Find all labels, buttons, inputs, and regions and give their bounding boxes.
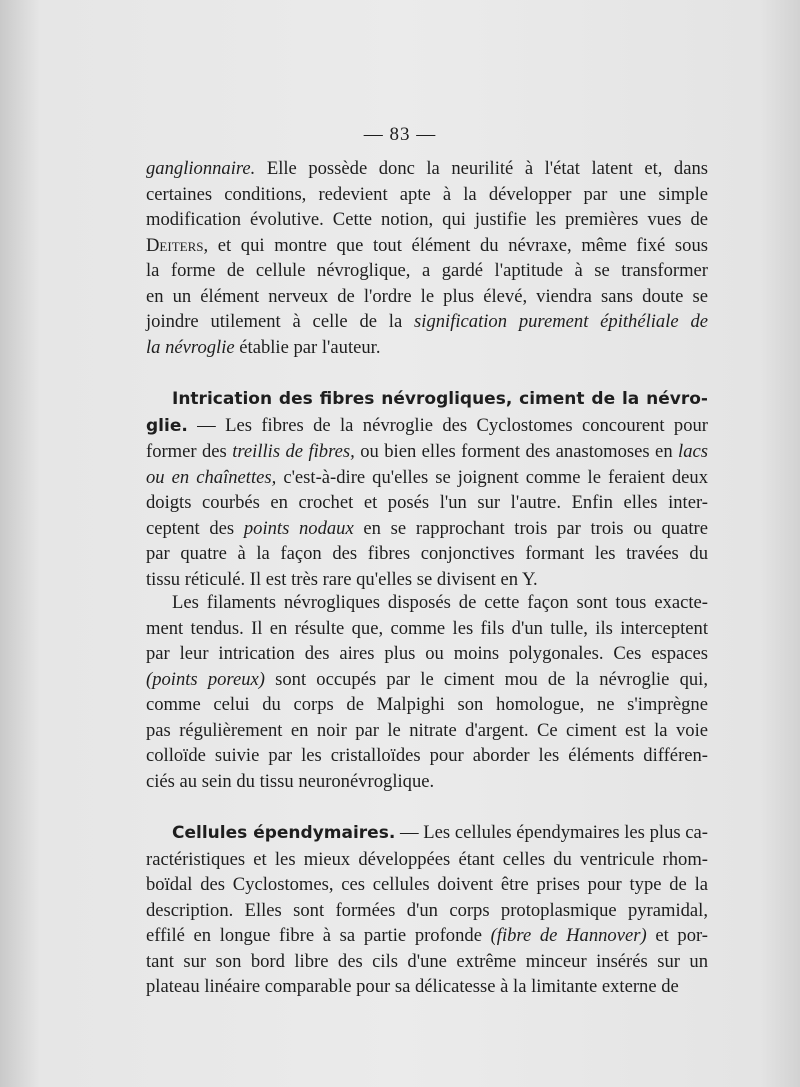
italic-term: points nodaux	[243, 517, 354, 539]
text-segment: Elle possède donc la neurilité à l'état latent et, dans	[255, 158, 708, 179]
text-line	[146, 923, 708, 949]
page-number: — 83 —	[363, 124, 437, 145]
text-line	[146, 667, 708, 693]
text-segment: c'est-à-dire qu'elles se joignent comme le feraient deux	[276, 466, 708, 488]
text-segment: modification évolutive. Cette notion, qui justifie les premières vues de	[146, 209, 708, 230]
text-segment: tant sur son bord libre des cils d'une extrême minceur insérés sur un	[146, 950, 708, 972]
text-segment: colloïde suivie par les cristalloïdes pour aborder les éléments différen-	[146, 745, 708, 766]
text-line	[146, 590, 708, 616]
italic-term: (points poreux)	[146, 668, 265, 690]
paragraph-cellules-ependymaires	[146, 820, 708, 1000]
text-segment: — Les cellules épendymaires les plus ca-	[395, 822, 708, 843]
text-segment: par quatre à la façon des fibres conjonctives formant les travées du	[146, 543, 708, 564]
italic-term: signification purement épithéliale de	[414, 311, 708, 332]
text-line	[146, 692, 708, 718]
text-segment: tissu réticulé. Il est très rare qu'elles se divisent en Y.	[146, 568, 538, 590]
text-segment: pas régulièrement en noir par le nitrate d'argent. Ce ciment est la voie	[146, 719, 708, 741]
text-segment: ou bien elles forment des anastomoses en	[354, 441, 679, 462]
text-segment: — Les fibres de la névroglie des Cyclostomes concourent pour	[187, 414, 708, 436]
text-segment: description. Elles sont formées d'un corps protoplasmique pyramidal,	[146, 899, 708, 921]
text-line	[146, 641, 708, 667]
text-line	[146, 258, 708, 284]
text-segment: effilé en longue fibre à sa partie profonde	[146, 925, 491, 946]
italic-term: la névroglie	[146, 336, 235, 358]
text-line	[146, 974, 708, 1000]
text-segment: boïdal des Cyclostomes, ces cellules doivent être prises pour type de la	[146, 874, 708, 895]
text-line	[146, 335, 708, 361]
text-line	[146, 413, 708, 440]
italic-term: lacs	[678, 441, 708, 462]
text-line	[146, 847, 708, 873]
text-segment: comme celui du corps de Malpighi son homologue, ne s'imprègne	[146, 694, 708, 715]
text-segment: plateau linéaire comparable pour sa délicatesse à la limitante externe de	[146, 976, 679, 997]
text-segment: Les filaments névrogliques disposés de cette façon sont tous exacte-	[172, 592, 708, 613]
italic-term: treillis de fibres,	[232, 441, 355, 462]
text-segment: ceptent des	[146, 517, 244, 539]
text-line	[146, 490, 708, 516]
text-segment: la forme de cellule névroglique, a gardé l'aptitude à se transformer	[146, 260, 708, 281]
text-segment: établie par l'auteur.	[234, 336, 381, 358]
text-segment: en se rapprochant trois par trois ou quatre	[353, 517, 708, 539]
author-name: Deiters	[146, 234, 204, 256]
text-segment: doigts courbés en crochet et posés l'un sur l'autre. Enfin elles inter-	[146, 492, 708, 513]
text-line	[146, 233, 708, 259]
text-line	[146, 182, 708, 208]
text-segment: former des	[146, 441, 233, 462]
text-line	[146, 743, 708, 769]
italic-term: (fibre de Hannover)	[490, 925, 647, 946]
text-segment: ment tendus. Il en résulte que, comme les fils d'un tulle, ils interceptent	[146, 617, 708, 639]
text-segment: joindre utilement à celle de la	[146, 311, 415, 332]
text-segment: certaines conditions, redevient apte à la développer par une simple	[146, 183, 708, 205]
section-heading: Intrication des fibres névrogliques, ciment de la névro-	[172, 389, 708, 409]
text-line	[146, 872, 708, 898]
text-segment: par leur intrication des aires plus ou moins polygonales. Ces espaces	[146, 643, 708, 664]
section-heading: glie.	[146, 415, 188, 436]
paragraph-intrication	[146, 386, 708, 592]
text-line	[146, 769, 708, 795]
text-line	[146, 718, 708, 744]
text-line	[146, 949, 708, 975]
italic-term: ganglionnaire.	[146, 158, 256, 179]
text-line	[146, 156, 708, 182]
italic-term: ou en chaînettes,	[146, 466, 277, 488]
text-line	[146, 567, 708, 593]
text-segment: sont occupés par le ciment mou de la névroglie qui,	[264, 668, 708, 690]
section-heading: Cellules épendymaires.	[172, 823, 396, 843]
text-line	[146, 898, 708, 924]
text-segment: , et qui montre que tout élément du névraxe, même fixé sous	[203, 234, 708, 256]
text-line	[146, 207, 708, 233]
text-segment: ractéristiques et les mieux développées étant celles du ventricule rhom-	[146, 848, 708, 870]
text-line	[146, 820, 708, 847]
text-line	[146, 541, 708, 567]
text-line	[146, 439, 708, 465]
text-line	[146, 309, 708, 335]
paragraph-filaments	[146, 590, 708, 794]
text-segment: et por-	[646, 925, 708, 946]
paragraph-neurilite	[146, 156, 708, 360]
text-line	[146, 616, 708, 642]
text-line	[146, 516, 708, 542]
text-line	[146, 465, 708, 491]
text-segment: en un élément nerveux de l'ordre le plus élevé, viendra sans doute se	[146, 285, 708, 307]
text-line	[146, 284, 708, 310]
text-line	[146, 386, 708, 413]
text-segment: ciés au sein du tissu neuronévroglique.	[146, 770, 435, 792]
